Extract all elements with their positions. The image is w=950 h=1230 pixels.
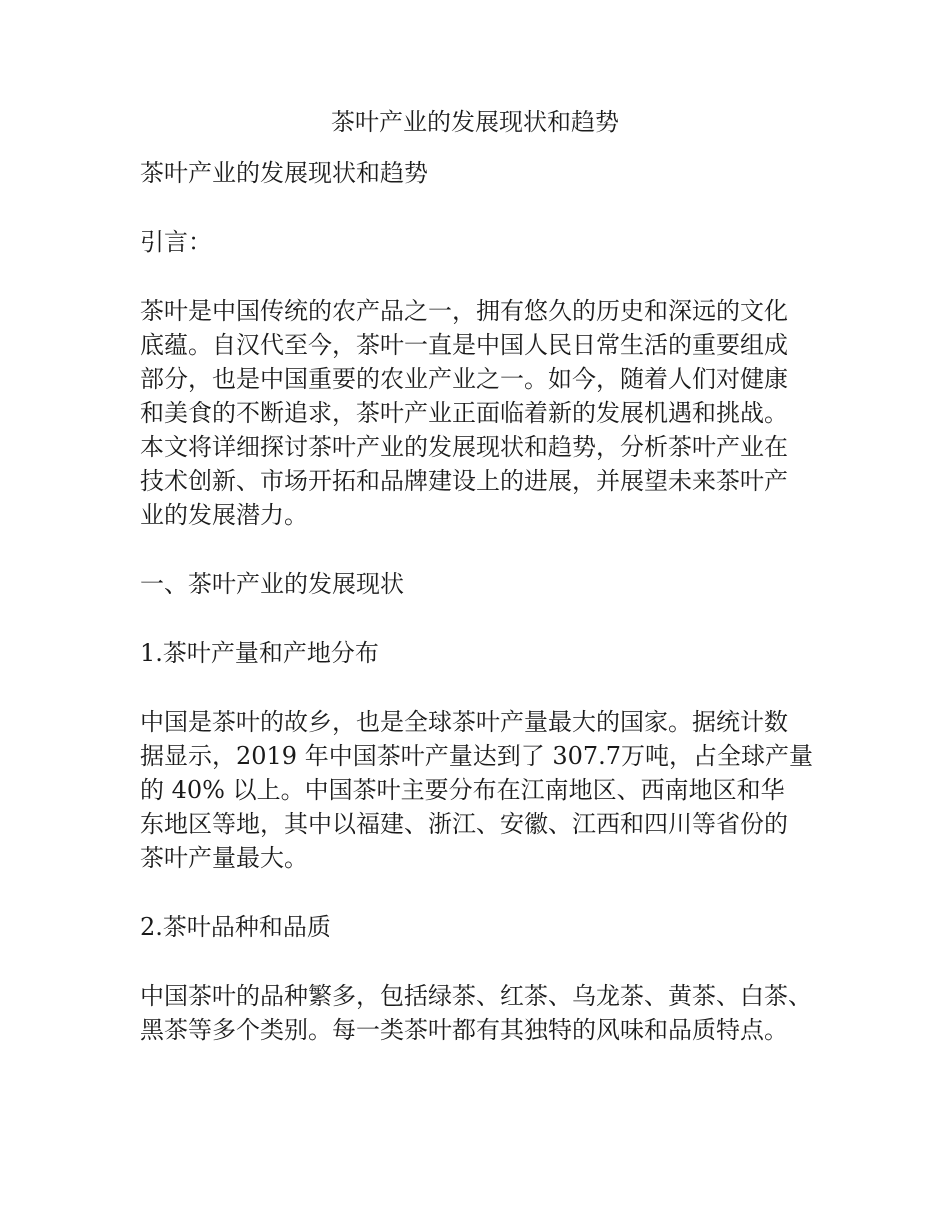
paragraph-line: 底蕴。自汉代至今，茶叶一直是中国人民日常生活的重要组成 [140, 331, 788, 359]
paragraph-line: 茶叶产量最大。 [140, 844, 308, 872]
intro-heading: 引言： [140, 228, 212, 256]
paragraph-line: 据显示，2019 年中国茶叶产量达到了 307.7万吨，占全球产量 [140, 742, 814, 770]
production-paragraph [140, 705, 830, 875]
paragraph-line: 茶叶是中国传统的农产品之一，拥有悠久的历史和深远的文化 [140, 297, 788, 325]
paragraph-line: 技术创新、市场开拓和品牌建设上的进展，并展望未来茶叶产 [140, 467, 788, 495]
paragraph-line: 业的发展潜力。 [140, 501, 308, 529]
paragraph-line: 的 40% 以上。中国茶叶主要分布在江南地区、西南地区和华 [140, 776, 785, 804]
document-body [140, 156, 830, 1047]
paragraph-line: 中国是茶叶的故乡，也是全球茶叶产量最大的国家。据统计数 [140, 708, 788, 736]
paragraph-line: 部分，也是中国重要的农业产业之一。如今，随着人们对健康 [140, 365, 788, 393]
paragraph-line: 中国茶叶的品种繁多，包括绿茶、红茶、乌龙茶、黄茶、白茶、 [140, 982, 812, 1010]
document-subtitle: 茶叶产业的发展现状和趋势 [140, 159, 428, 187]
section-heading: 一、茶叶产业的发展现状 [140, 570, 404, 598]
paragraph-line: 本文将详细探讨茶叶产业的发展现状和趋势，分析茶叶产业在 [140, 433, 788, 461]
paragraph-line: 东地区等地，其中以福建、浙江、安徽、江西和四川等省份的 [140, 810, 788, 838]
paragraph-line: 黑茶等多个类别。每一类茶叶都有其独特的风味和品质特点。 [140, 1016, 788, 1044]
subsection-heading: 2.茶叶品种和品质 [140, 913, 331, 941]
variety-paragraph [140, 979, 830, 1047]
paragraph-line: 和美食的不断追求，茶叶产业正面临着新的发展机遇和挑战。 [140, 399, 788, 427]
page-title: 茶叶产业的发展现状和趋势 [331, 108, 619, 136]
subsection-heading: 1.茶叶产量和产地分布 [140, 639, 379, 667]
intro-paragraph [140, 294, 830, 532]
